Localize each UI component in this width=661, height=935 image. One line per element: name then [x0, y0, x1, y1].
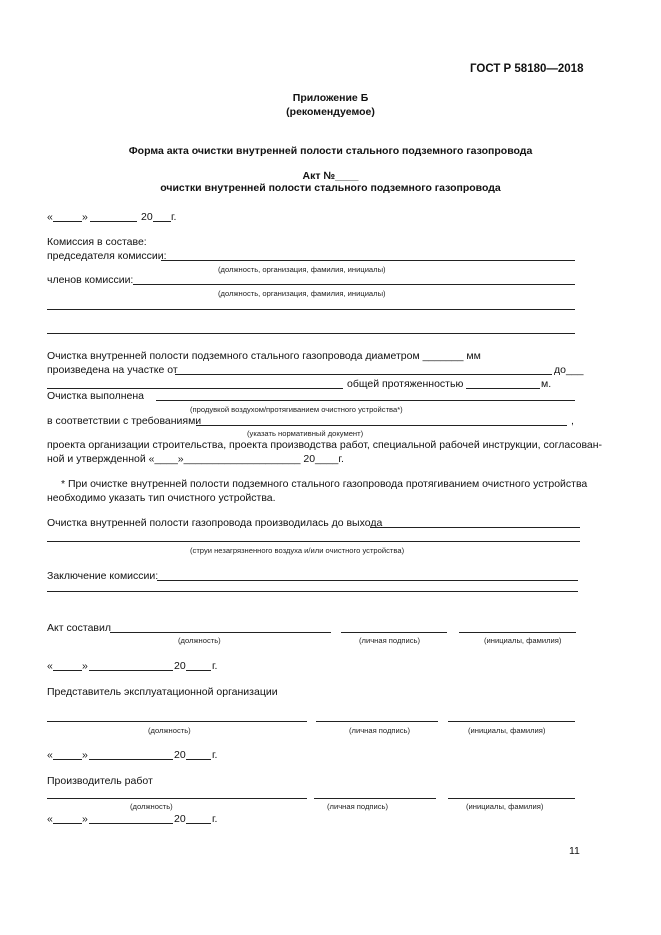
exit-field-2[interactable]: [47, 541, 580, 542]
requirements-comma: ,: [571, 415, 574, 427]
requirements-label: в соответствии с требованиями: [47, 415, 202, 427]
date-year-prefix: 20: [174, 749, 186, 761]
section-from-label: произведена на участке от: [47, 364, 178, 376]
date-open-quote: «: [47, 749, 53, 761]
date-year-suffix: г.: [212, 813, 218, 825]
date-year-prefix: 20: [141, 211, 153, 223]
total-length-label: общей протяженностью: [347, 378, 464, 390]
conclusion-field[interactable]: [157, 580, 578, 581]
requirements-field[interactable]: [196, 425, 567, 426]
date-close-quote: »: [82, 749, 88, 761]
members-field[interactable]: [133, 284, 575, 285]
date-year-prefix: 20: [174, 660, 186, 672]
chairman-label: председателя комиссии:: [47, 250, 167, 262]
date-year-suffix: г.: [212, 660, 218, 672]
operator-initials-caption: (инициалы, фамилия): [468, 726, 546, 735]
operator-position-caption: (должность): [148, 726, 191, 735]
unit-m: м.: [541, 378, 552, 390]
chairman-field[interactable]: [161, 260, 575, 261]
performed-caption: (продувкой воздухом/протягиванием очистного устройства*): [190, 405, 403, 414]
date-day-field[interactable]: [53, 221, 82, 222]
date-month-field[interactable]: [90, 221, 137, 222]
total-length-field[interactable]: [466, 388, 540, 389]
performed-field[interactable]: [156, 400, 575, 401]
conclusion-label: Заключение комиссии:: [47, 570, 159, 582]
compiled-position-field[interactable]: [110, 632, 331, 633]
members-field-3[interactable]: [47, 333, 575, 334]
contractor-signature-caption: (личная подпись): [327, 802, 389, 811]
date-close-quote: »: [82, 813, 88, 825]
chairman-caption: (должность, организация, фамилия, инициалы): [218, 265, 386, 274]
date-open-quote: «: [47, 660, 53, 672]
section-to-label: до___: [554, 364, 584, 376]
contractor-initials-caption: (инициалы, фамилия): [466, 802, 544, 811]
date-year-prefix: 20: [174, 813, 186, 825]
date-year-field[interactable]: [186, 759, 211, 760]
standard-code: ГОСТ Р 58180—2018: [470, 63, 584, 75]
date-open-quote: «: [47, 813, 53, 825]
date-close-quote: »: [82, 660, 88, 672]
contractor-initials-field[interactable]: [448, 798, 575, 799]
operator-initials-field[interactable]: [448, 721, 575, 722]
compiled-label: Акт составил: [47, 622, 111, 634]
date-year-field[interactable]: [186, 670, 211, 671]
contractor-position-field[interactable]: [47, 798, 307, 799]
approved-line: ной и утвержденной «____»____________________ 20____г.: [47, 453, 344, 465]
act-number: Акт №____: [302, 170, 359, 182]
date-close-quote: »: [82, 211, 88, 223]
compiled-signature-field[interactable]: [341, 632, 447, 633]
date-day-field[interactable]: [53, 759, 82, 760]
compiled-signature-caption: (личная подпись): [359, 636, 421, 645]
cleaning-diameter-line: Очистка внутренней полости подземного стального газопровода диаметром _______ мм: [47, 350, 481, 362]
performed-label: Очистка выполнена: [47, 390, 144, 402]
date-month-field[interactable]: [89, 759, 173, 760]
members-caption: (должность, организация, фамилия, инициалы): [218, 289, 386, 298]
act-title: очистки внутренней полости стального подземного газопровода: [160, 182, 501, 194]
section-to-field[interactable]: [47, 388, 343, 389]
date-month-field[interactable]: [89, 823, 173, 824]
exit-field[interactable]: [370, 527, 580, 528]
compiled-position-caption: (должность): [178, 636, 221, 645]
date-month-field[interactable]: [89, 670, 173, 671]
contractor-label: Производитель работ: [47, 775, 153, 787]
date-day-field[interactable]: [53, 823, 82, 824]
form-title: Форма акта очистки внутренней полости стального подземного газопровода: [128, 145, 533, 157]
exit-caption: (струи незагрязненного воздуха и/или очистного устройства): [190, 546, 405, 555]
date-year-field[interactable]: [186, 823, 211, 824]
members-field-2[interactable]: [47, 309, 575, 310]
operator-label: Представитель эксплуатационной организации: [47, 686, 278, 698]
requirements-caption: (указать нормативный документ): [247, 429, 364, 438]
commission-label: Комиссия в составе:: [47, 236, 147, 248]
appendix-status: (рекомендуемое): [286, 106, 375, 118]
date-day-field[interactable]: [53, 670, 82, 671]
conclusion-field-2[interactable]: [47, 591, 578, 592]
date-year-suffix: г.: [171, 211, 177, 223]
operator-signature-field[interactable]: [316, 721, 438, 722]
members-label: членов комиссии:: [47, 274, 134, 286]
footnote-line-1: * При очистке внутренней полости подземного стального газопровода протягиванием очистного устройства: [61, 478, 588, 490]
compiled-initials-field[interactable]: [459, 632, 576, 633]
project-line: проекта организации строительства, проекта производства работ, специальной рабочей инструкции, согласован-: [47, 439, 603, 451]
operator-signature-caption: (личная подпись): [349, 726, 411, 735]
contractor-signature-field[interactable]: [314, 798, 436, 799]
operator-position-field[interactable]: [47, 721, 307, 722]
contractor-position-caption: (должность): [130, 802, 173, 811]
date-open-quote: «: [47, 211, 53, 223]
date-year-field[interactable]: [153, 221, 171, 222]
compiled-initials-caption: (инициалы, фамилия): [484, 636, 562, 645]
exit-label: Очистка внутренней полости газопровода производилась до выхода: [47, 517, 383, 529]
page-number: 11: [569, 845, 580, 857]
date-year-suffix: г.: [212, 749, 218, 761]
section-from-field[interactable]: [175, 374, 552, 375]
footnote-line-2: необходимо указать тип очистного устройства.: [47, 492, 276, 504]
appendix-title: Приложение Б: [292, 92, 369, 104]
